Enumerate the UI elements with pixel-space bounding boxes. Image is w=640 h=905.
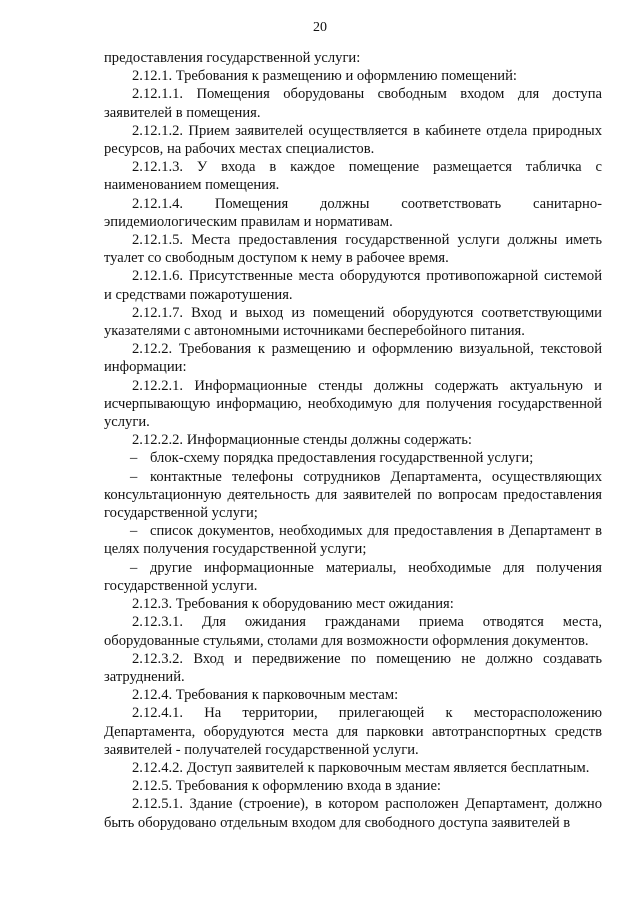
list-marker: – <box>130 559 138 576</box>
paragraph: 2.12.2.1. Информационные стенды должны содержать актуальную и исчерпывающую информацию, необходимую для получения государственной услуги. <box>104 377 602 431</box>
list-item-text: блок-схему порядка предоставления государственной услуги; <box>150 450 534 467</box>
paragraph: 2.12.1.4. Помещения должны соответствовать санитарно-эпидемиологическим правилам и нормативам. <box>104 195 602 230</box>
document-body <box>104 49 602 832</box>
section-heading: 2.12.4. Требования к парковочным местам: <box>132 687 399 704</box>
list-item-text: контактные телефоны сотрудников Департамента, осуществляющих консультационную деятельность для заявителей по вопросам предоставления государственной услуги; <box>104 468 602 522</box>
list-item <box>104 559 602 595</box>
paragraph: 2.12.1.5. Места предоставления государственной услуги должны иметь туалет со свободным доступом к нему в рабочее время. <box>104 232 602 267</box>
section-heading: 2.12.3. Требования к оборудованию мест ожидания: <box>132 596 454 613</box>
paragraph: 2.12.1.2. Прием заявителей осуществляется в кабинете отдела природных ресурсов, на рабочих местах специалистов. <box>104 122 602 158</box>
paragraph: 2.12.4.1. На территории, прилегающей к месторасположению Департамента, оборудуются места для парковки автотранспортных средств заявителей - получателей государственной услуги. <box>104 705 602 758</box>
section-heading: 2.12.5. Требования к оформлению входа в здание: <box>132 778 441 795</box>
list-item-text: список документов, необходимых для предоставления в Департамент в целях получения государственной услуги; <box>104 523 602 558</box>
list-marker: – <box>130 468 138 485</box>
page-number: 20 <box>313 20 327 35</box>
list-marker: – <box>130 523 138 540</box>
paragraph: предоставления государственной услуги: <box>104 50 361 66</box>
section-heading: 2.12.2. Требования к размещению и оформлению визуальной, текстовой информации: <box>104 341 602 376</box>
list-item <box>104 522 602 558</box>
list-item <box>104 468 602 523</box>
list-item-text: другие информационные материалы, необходимые для получения государственной услуги. <box>104 559 602 594</box>
paragraph: 2.12.5.1. Здание (строение), в котором расположен Департамент, должно быть оборудовано отдельным входом для свободного доступа заявителей в <box>104 796 602 831</box>
paragraph: 2.12.1.6. Присутственные места оборудуются противопожарной системой и средствами пожаротушения. <box>104 268 602 303</box>
list-marker: – <box>130 450 138 467</box>
paragraph: 2.12.3.1. Для ожидания гражданами приема отводятся места, оборудованные стульями, столами для возможности оформления документов. <box>104 614 602 649</box>
paragraph: 2.12.1.7. Вход и выход из помещений оборудуются соответствующими указателями с автономными источниками бесперебойного питания. <box>104 304 602 340</box>
paragraph: 2.12.3.2. Вход и передвижение по помещению не должно создавать затруднений. <box>104 650 602 685</box>
list-item <box>104 449 602 467</box>
section-heading: 2.12.1. Требования к размещению и оформлению помещений: <box>132 68 517 85</box>
paragraph: 2.12.1.3. У входа в каждое помещение размещается табличка с наименованием помещения. <box>104 159 602 194</box>
paragraph: 2.12.4.2. Доступ заявителей к парковочным местам является бесплатным. <box>132 759 590 776</box>
paragraph: 2.12.1.1. Помещения оборудованы свободным входом для доступа заявителей в помещения. <box>104 86 602 121</box>
paragraph: 2.12.2.2. Информационные стенды должны содержать: <box>132 432 472 449</box>
